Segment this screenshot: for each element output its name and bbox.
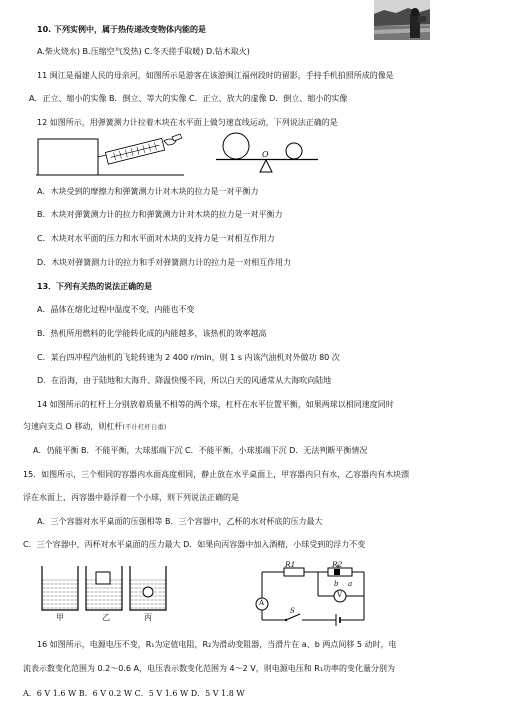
q11-stem: 11 闽江是福建人民的母亲河，如图所示是游客在该游闽江福州段时的留影，手持手机拍照所成的像是 [37, 71, 394, 80]
q12-option-c: C．木块对水平面的压力和水平面对木块的支持力是一对相互作用力 [37, 234, 275, 243]
container-label-jia: 甲 [56, 613, 64, 622]
q13-option-b: B．热机所用燃料的化学能转化成的内能越多，该热机的效率越高 [37, 329, 267, 338]
q10-options: A.柴火烧水) B.压缩空气发热) C.冬天搓手取暖) D.钻木取火) [37, 47, 250, 56]
r2-label: R2 [332, 560, 343, 569]
q14-stem-line2 [23, 421, 166, 433]
q14-stem-line1: 14 如图所示的杠杆上分别放着质量不相等的两个球，杠杆在水平位置平衡，如果两球以相同速度同时 [37, 400, 394, 409]
q15-stem-line1: 15．如图所示，三个相同的容器内水面高度相同，静止放在水平桌面上，甲容器内只有水，乙容器内有木块漂 [23, 470, 410, 479]
container-label-yi: 乙 [102, 613, 110, 622]
containers-figure [36, 558, 176, 618]
voltmeter-label: V [337, 591, 343, 599]
q12-option-d: D．木块对弹簧测力计的拉力和手对弹簧测力计的拉力是一对相互作用力 [37, 258, 292, 267]
q16-stem-line2: 流表示数变化范围为 0.2～0.6 A，电压表示数变化范围为 4～2 V，则电源电压和 R₁功率的变化量分别为 [23, 664, 396, 673]
q14-options: A．仍能平衡 B．不能平衡，大球那端下沉 C．不能平衡，小球那端下沉 D．无法判断平衡情况 [33, 446, 368, 455]
q12-option-b: B．木块对弹簧测力计的拉力和弹簧测力计对木块的拉力是一对平衡力 [37, 210, 283, 219]
q12-stem: 12 如图所示，用弹簧测力计拉着木块在水平面上做匀速直线运动，下列说法正确的是 [37, 118, 338, 127]
q13-option-c: C．某台四冲程汽油机的飞轮转速为 2 400 r/min，则 1 s 内该汽油机对外做功 80 次 [37, 353, 340, 362]
q14-stem-text: 匀速向支点 O 移动，则杠杆 [23, 422, 123, 431]
circuit-figure [246, 558, 376, 630]
q14-note: (不计杠杆自重) [122, 423, 167, 431]
switch-label: S [290, 607, 295, 615]
q15-options-line1: A．三个容器对水平桌面的压强相等 B．三个容器中，乙杯的水对杯底的压力最大 [37, 517, 323, 526]
q12-option-a: A．木块受到的摩擦力和弹簧测力计对木块的拉力是一对平衡力 [37, 187, 259, 196]
q15-options-line2: C．三个容器中，丙杯对水平桌面的压力最大 D．如果向丙容器中加入酒精，小球受到的浮力不变 [23, 540, 366, 549]
q13-option-d: D．在沿海，由于陆地和大海升、降温快慢不同，所以白天的风通常从大海吹向陆地 [37, 376, 332, 385]
r1-label: R1 [285, 560, 296, 569]
point-a-label: a [348, 580, 353, 588]
q10-stem: 10. 下列实例中，属于热传递改变物体内能的是 [37, 25, 206, 34]
block-spring-scale-figure [36, 133, 186, 178]
river-photo [374, 0, 430, 40]
q16-stem-line1: 16 如图所示，电源电压不变，R₁为定值电阻，R₂为滑动变阻器，当滑片在 a、b 两点间移 5 动时，电 [37, 640, 397, 649]
fulcrum-label: O [262, 150, 269, 159]
q16-options: A．6 V 1.6 W B．6 V 0.2 W C．5 V 1.6 W D．5 V 1.8 W [23, 689, 245, 698]
q13-option-a: A．晶体在熔化过程中温度不变，内能也不变 [37, 305, 195, 314]
q15-stem-line2: 浮在水面上，丙容器中悬浮着一个小球，则下列说法正确的是 [23, 493, 239, 502]
q11-options: A．正立、缩小的实像 B．倒立、等大的实像 C．正立、放大的虚像 D．倒立、缩小的实像 [29, 94, 348, 103]
container-label-bing: 丙 [144, 613, 152, 622]
ammeter-label: A [259, 599, 265, 607]
q13-stem: 13．下列有关热的说法正确的是 [37, 282, 153, 291]
point-b-label: b [334, 580, 339, 588]
